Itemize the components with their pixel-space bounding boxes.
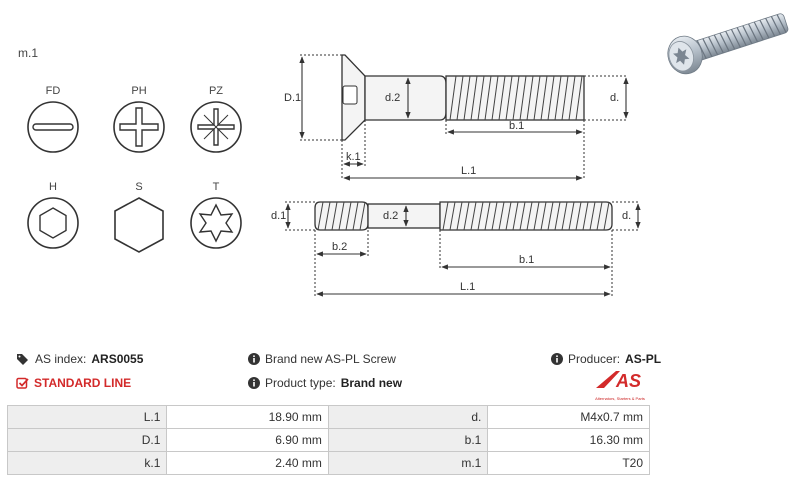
spec-key: m.1 [328, 452, 487, 475]
as-index-value: ARS0055 [91, 352, 144, 366]
producer [551, 352, 661, 366]
drive-code-label: PZ [208, 85, 224, 97]
scale-label: m.1 [18, 46, 39, 60]
drive-code-label: S [135, 181, 143, 193]
table-row [8, 452, 650, 475]
dim-label-d2: d.2 [383, 210, 399, 222]
info-circle-icon [248, 377, 260, 389]
standard-line-text: STANDARD LINE [34, 376, 132, 390]
dim-label-d: d. [622, 210, 632, 222]
spec-value: 2.40 mm [167, 452, 329, 475]
dim-label-d2: d.2 [385, 92, 401, 104]
product-name [248, 352, 396, 366]
table-row [8, 429, 650, 452]
table-row [8, 406, 650, 429]
countersunk-screw-drawing [284, 55, 628, 180]
dim-label-b1: b.1 [509, 120, 525, 132]
as-index-label: AS index: [35, 352, 87, 366]
checkbox-checked-icon [16, 377, 29, 389]
spec-value: M4x0.7 mm [488, 406, 650, 429]
spec-key: L.1 [8, 406, 167, 429]
product-name-text: Brand new AS-PL Screw [265, 352, 396, 366]
specifications-table [7, 405, 650, 475]
spec-key: d. [328, 406, 487, 429]
product-type-value: Brand new [340, 376, 403, 390]
dim-label-b1: b.1 [519, 254, 535, 266]
dim-label-D1: D.1 [284, 92, 302, 104]
producer-value: AS-PL [625, 352, 662, 366]
product-photo [655, 2, 795, 82]
spec-key: b.1 [328, 429, 487, 452]
drive-code-label: PH [131, 85, 147, 97]
logo-tagline: Alternators, Starters & Parts [595, 396, 645, 401]
dim-label-d1: d.1 [271, 210, 287, 222]
spec-value: T20 [488, 452, 650, 475]
tags-icon [16, 353, 30, 365]
as-pl-logo [590, 368, 650, 401]
drive-code-label: H [49, 181, 57, 193]
dim-label-L1: L.1 [461, 165, 477, 177]
spec-value: 18.90 mm [167, 406, 329, 429]
producer-label: Producer: [568, 352, 621, 366]
as-logo-mark [590, 368, 650, 390]
spec-key: k.1 [8, 452, 167, 475]
spec-value: 16.30 mm [488, 429, 650, 452]
drive-code-label: FD [45, 85, 61, 97]
product-type-label: Product type: [265, 376, 336, 390]
dim-label-d: d. [610, 92, 620, 104]
spec-key: D.1 [8, 429, 167, 452]
info-circle-icon [248, 353, 260, 365]
as-index [16, 352, 143, 366]
standard-line [16, 376, 131, 390]
dim-label-L1: L.1 [460, 281, 476, 293]
dim-label-b2: b.2 [332, 241, 348, 253]
logo-text: AS [616, 371, 642, 390]
drive-code-label: T [212, 181, 220, 193]
info-circle-icon [551, 353, 563, 365]
dim-label-k1: k.1 [346, 151, 361, 163]
product-type [248, 376, 402, 390]
spec-value: 6.90 mm [167, 429, 329, 452]
stud-bolt-drawing [271, 202, 640, 298]
